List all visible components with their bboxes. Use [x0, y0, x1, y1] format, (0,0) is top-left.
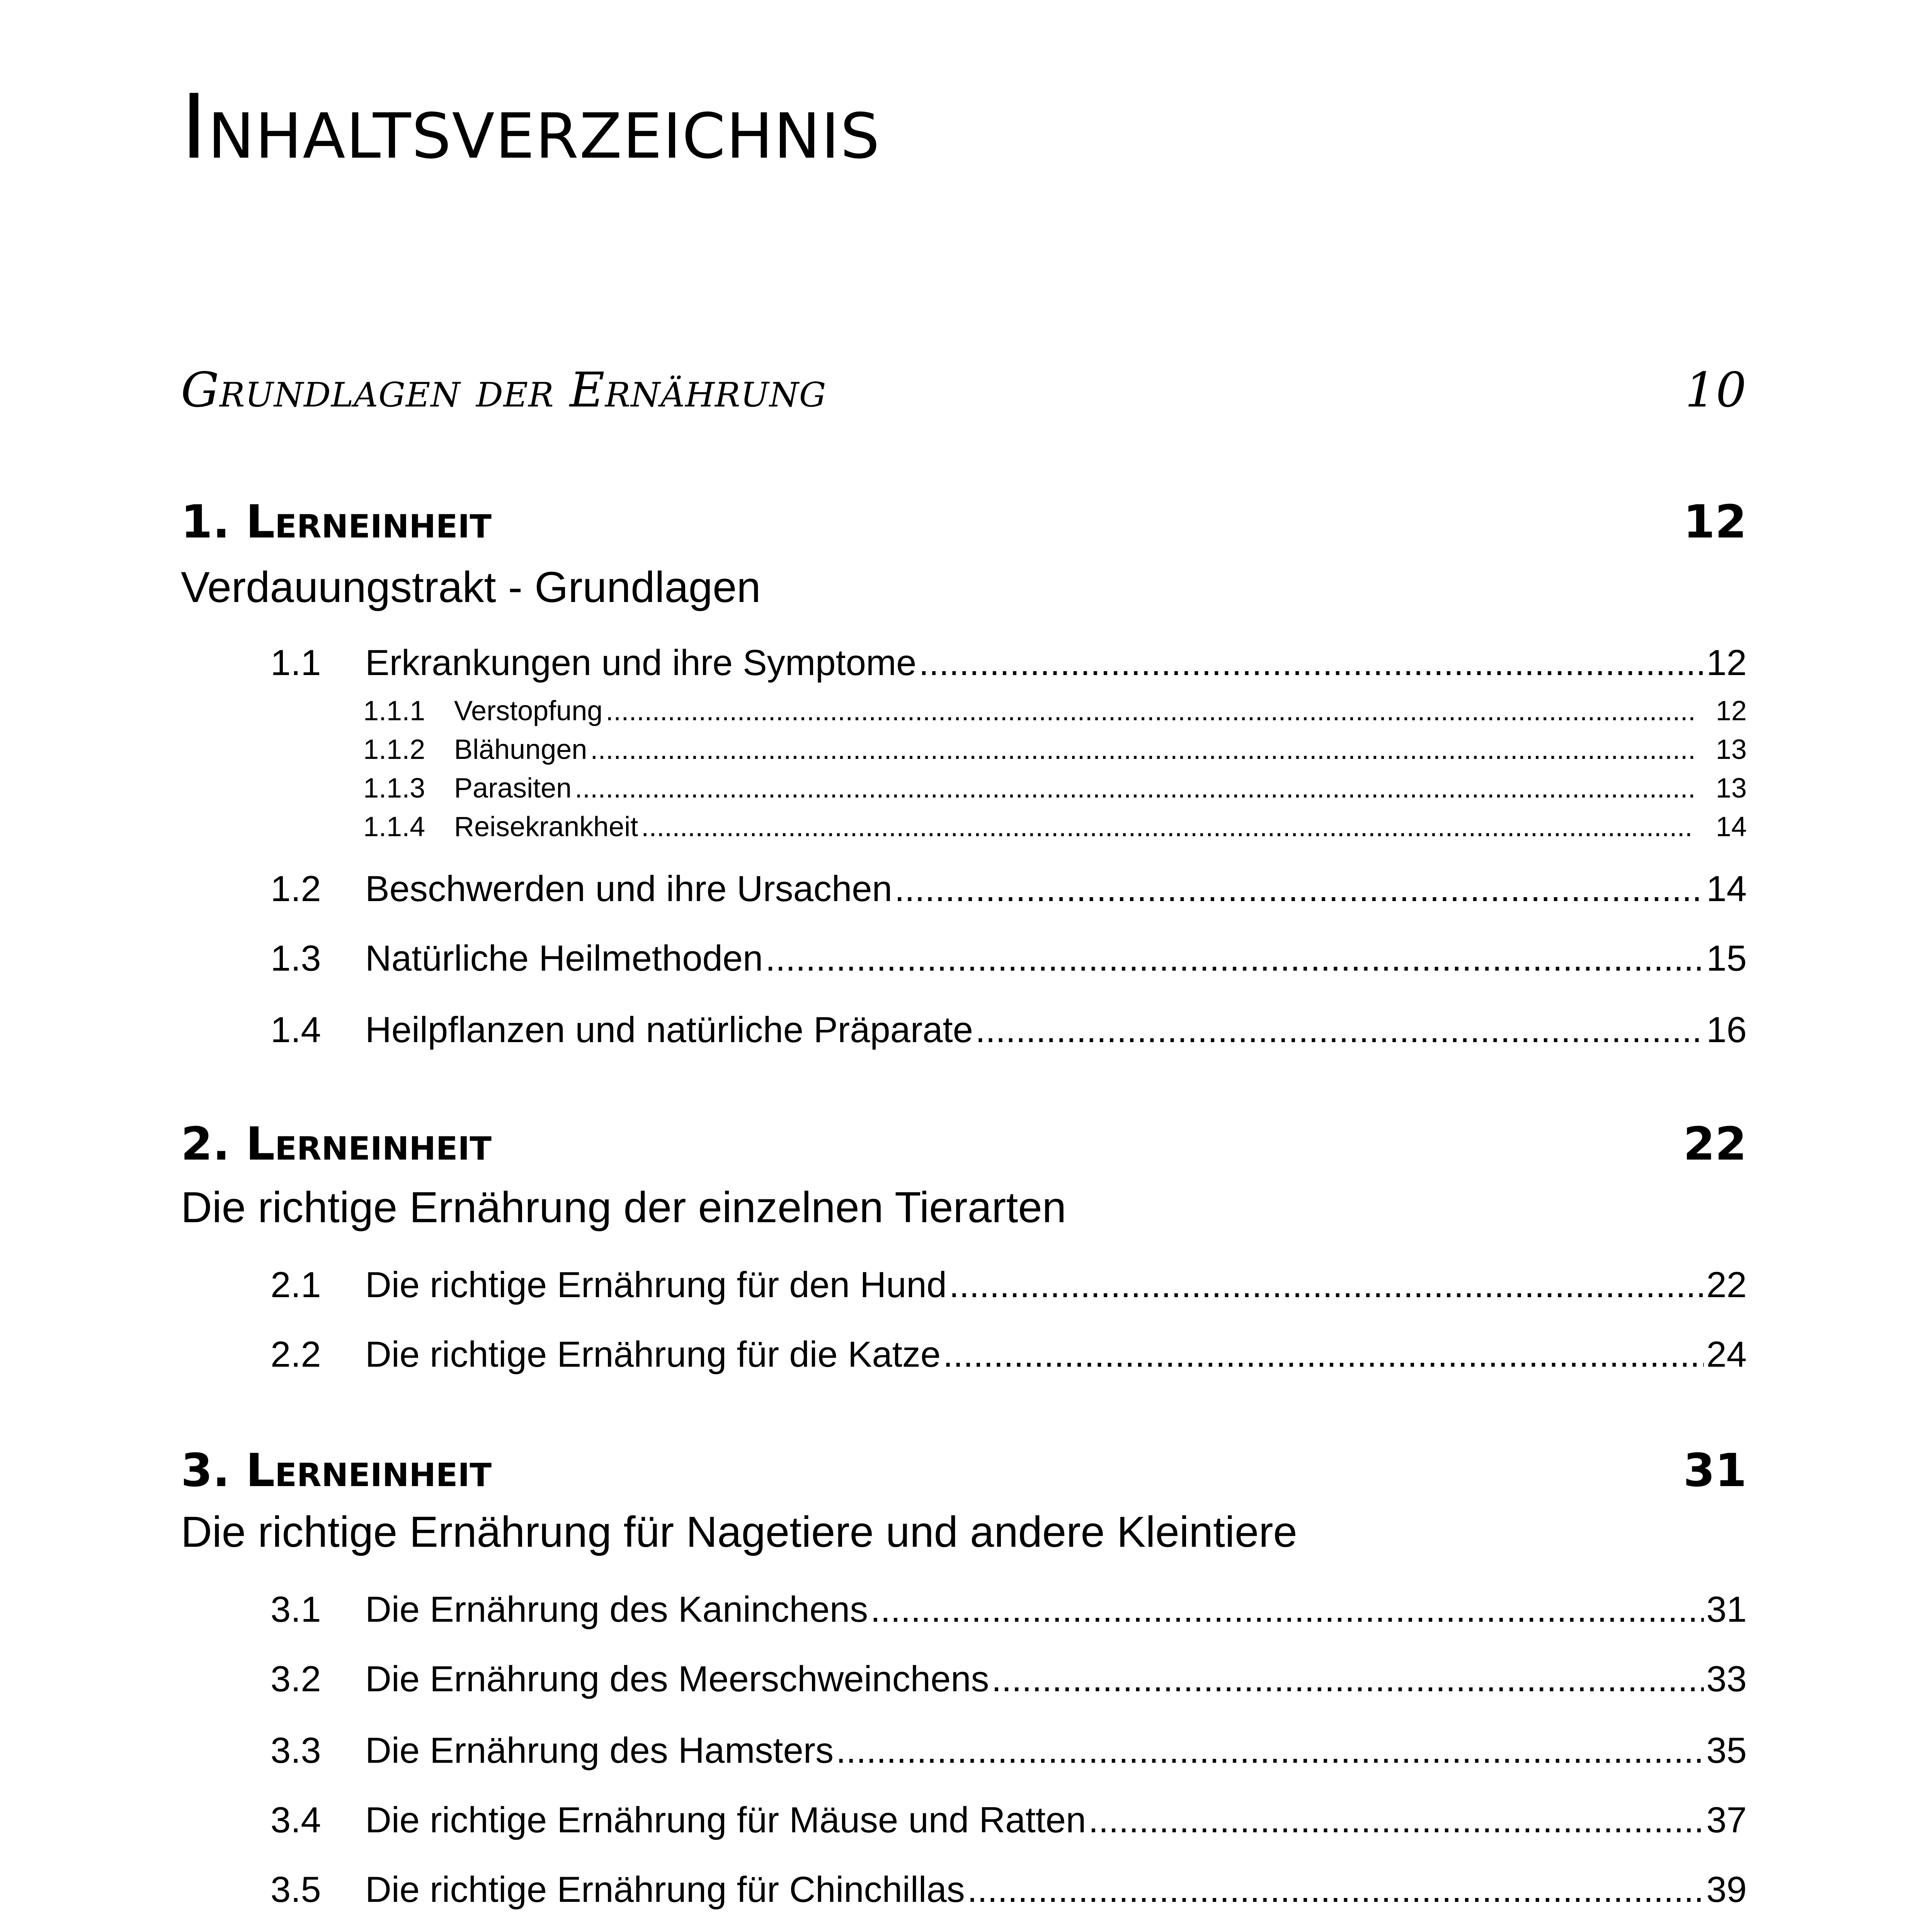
- entry-title: Die Ernährung des Meerschweinchens: [365, 1658, 989, 1699]
- entry-page: 13: [1715, 773, 1747, 804]
- entry-title: Verstopfung: [454, 696, 603, 726]
- dot-leader: [895, 866, 1704, 912]
- dot-leader: [870, 1586, 1704, 1633]
- unit-1-heading[interactable]: [181, 491, 1747, 553]
- entry-page: 33: [1706, 1658, 1747, 1699]
- entry-title: Die Ernährung des Hamsters: [365, 1730, 834, 1770]
- entry-page: 14: [1706, 868, 1747, 909]
- entry-page: 13: [1715, 734, 1747, 765]
- entry-number: 1.1.3: [363, 773, 425, 804]
- unit-3-label: 3. Lerneinheit: [181, 1444, 492, 1497]
- entry-title: Die Ernährung des Kaninchens: [365, 1589, 868, 1629]
- part-heading[interactable]: [181, 359, 1747, 421]
- entry-page: 37: [1706, 1799, 1747, 1840]
- entry-page: 14: [1715, 811, 1747, 842]
- entry-page: 15: [1706, 938, 1747, 978]
- toc-entry-1-2[interactable]: [271, 866, 1747, 912]
- dot-leader: [641, 808, 1693, 846]
- dot-leader: [1088, 1797, 1704, 1843]
- entry-title: Reisekrankheit: [454, 811, 638, 842]
- dot-leader: [575, 769, 1693, 808]
- unit-3-page: 31: [1683, 1444, 1747, 1497]
- unit-2-page: 22: [1683, 1117, 1747, 1170]
- toc-entry-1-1-4[interactable]: [363, 808, 1747, 846]
- toc-entry-1-1-1[interactable]: [363, 692, 1747, 730]
- toc-entry-2-1[interactable]: [271, 1262, 1747, 1308]
- entry-number: 1.1.1: [363, 696, 425, 726]
- dot-leader: [949, 1262, 1704, 1308]
- entry-title: Die richtige Ernährung für den Hund: [365, 1264, 947, 1305]
- toc-entry-3-5[interactable]: [271, 1866, 1747, 1913]
- entry-number: 1.2: [271, 868, 321, 909]
- entry-number: 1.1: [271, 642, 321, 683]
- entry-page: 12: [1715, 696, 1747, 726]
- toc-entry-1-1-2[interactable]: [363, 730, 1747, 769]
- entry-page: 22: [1706, 1264, 1747, 1305]
- unit-1-page: 12: [1683, 495, 1747, 548]
- entry-page: 16: [1706, 1009, 1747, 1050]
- entry-title: Erkrankungen und ihre Symptome: [365, 642, 917, 683]
- entry-title: Natürliche Heilmethoden: [365, 938, 763, 978]
- dot-leader: [943, 1331, 1704, 1378]
- unit-3-subtitle: Die richtige Ernährung für Nagetiere und andere Kleintiere: [181, 1508, 1297, 1556]
- part-page: 10: [1685, 362, 1747, 418]
- toc-entry-1-1-3[interactable]: [363, 769, 1747, 808]
- dot-leader: [975, 1007, 1704, 1053]
- entry-page: 35: [1706, 1730, 1747, 1770]
- entry-title: Die richtige Ernährung für Mäuse und Ratten: [365, 1799, 1086, 1840]
- entry-title: Beschwerden und ihre Ursachen: [365, 868, 892, 909]
- dot-leader: [836, 1727, 1704, 1774]
- toc-entry-3-1[interactable]: [271, 1586, 1747, 1633]
- toc-entry-3-3[interactable]: [271, 1727, 1747, 1774]
- entry-number: 1.3: [271, 938, 321, 978]
- entry-number: 1.1.2: [363, 734, 425, 765]
- unit-2-label: 2. Lerneinheit: [181, 1117, 492, 1170]
- entry-page: 12: [1706, 642, 1747, 683]
- entry-page: 31: [1706, 1589, 1747, 1629]
- dot-leader: [992, 1656, 1704, 1702]
- unit-1-label: 1. Lerneinheit: [181, 495, 492, 548]
- entry-number: 2.2: [271, 1334, 321, 1374]
- toc-entry-1-1[interactable]: [271, 639, 1747, 686]
- unit-2-heading[interactable]: [181, 1113, 1747, 1175]
- toc-entry-3-4[interactable]: [271, 1797, 1747, 1843]
- toc-entry-1-3[interactable]: [271, 935, 1747, 981]
- unit-2-subtitle: Die richtige Ernährung der einzelnen Tierarten: [181, 1183, 1067, 1231]
- toc-entry-2-2[interactable]: [271, 1331, 1747, 1378]
- entry-number: 3.2: [271, 1658, 321, 1699]
- entry-title: Parasiten: [454, 773, 572, 804]
- unit-3-heading[interactable]: [181, 1439, 1747, 1501]
- entry-title: Die richtige Ernährung für die Katze: [365, 1334, 941, 1374]
- entry-page: 24: [1706, 1334, 1747, 1374]
- dot-leader: [590, 730, 1693, 769]
- dot-leader: [606, 692, 1693, 730]
- entry-number: 2.1: [271, 1264, 321, 1305]
- entry-title: Heilpflanzen und natürliche Präparate: [365, 1009, 973, 1050]
- toc-entry-3-2[interactable]: [271, 1656, 1747, 1702]
- page-title: Inhaltsverzeichnis: [181, 76, 881, 179]
- dot-leader: [967, 1866, 1704, 1913]
- entry-title: Die richtige Ernährung für Chinchillas: [365, 1869, 965, 1910]
- entry-number: 1.4: [271, 1009, 321, 1050]
- entry-page: 39: [1706, 1869, 1747, 1910]
- entry-title: Blähungen: [454, 734, 587, 765]
- entry-number: 1.1.4: [363, 811, 425, 842]
- toc-entry-1-4[interactable]: [271, 1007, 1747, 1053]
- dot-leader: [765, 935, 1704, 981]
- entry-number: 3.5: [271, 1869, 321, 1910]
- entry-number: 3.1: [271, 1589, 321, 1629]
- unit-1-subtitle: Verdauungstrakt - Grundlagen: [181, 563, 761, 611]
- part-title: Grundlagen der Ernährung: [181, 362, 827, 418]
- entry-number: 3.4: [271, 1799, 321, 1840]
- entry-number: 3.3: [271, 1730, 321, 1770]
- dot-leader: [919, 639, 1704, 686]
